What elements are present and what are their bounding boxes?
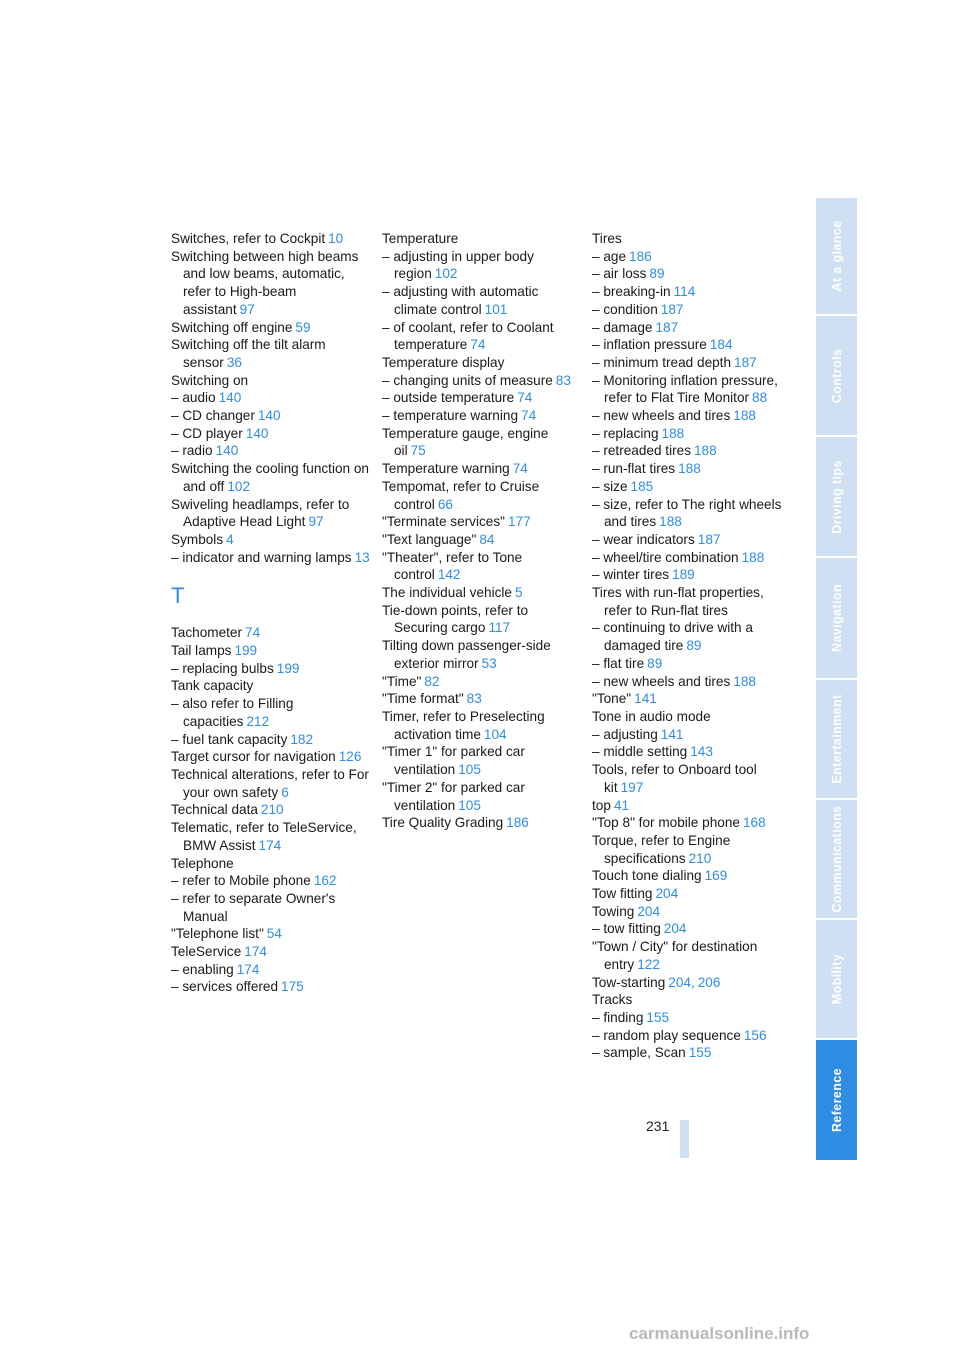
index-entry [382,531,582,549]
page-link[interactable]: 168 [742,815,766,831]
page-link[interactable]: 74 [521,408,537,424]
tab-label: At a glance [829,220,844,292]
page-link[interactable]: 5 [514,585,523,601]
index-entry [171,442,371,460]
index-term: "Time format" [382,691,464,707]
index-term: – damage [592,319,653,335]
page-link[interactable]: 105 [458,762,481,778]
index-term: top [592,797,611,813]
index-term: Tracks [592,992,633,1008]
page-link[interactable]: 210 [688,850,712,866]
index-entry [592,708,792,726]
index-term: – tow fitting [592,921,661,937]
index-entry [592,301,792,319]
page-link[interactable]: 105 [458,797,481,813]
index-entry [171,872,371,890]
index-entry [382,779,582,814]
index-term: Touch tone dialing [592,868,702,884]
index-entry [592,1009,792,1027]
index-term: – fuel tank capacity [171,731,288,747]
page-link[interactable]: 122 [637,956,660,972]
index-column-3 [592,230,792,1062]
page-link[interactable]: 204 [663,921,687,937]
page-link[interactable]: 117 [488,620,511,636]
index-term: Tow fitting [592,886,653,902]
index-entry [382,407,582,425]
index-entry [171,319,371,337]
index-term: – audio [171,390,216,406]
index-term: "Terminate services" [382,514,505,530]
page-number: 231 [646,1118,670,1134]
page-link[interactable]: 187 [655,319,679,335]
index-entry [592,832,792,867]
page-link[interactable]: 89 [686,638,702,654]
index-entry [382,283,582,318]
index-term: – air loss [592,266,647,282]
page-link[interactable]: 188 [694,443,717,459]
index-entry [171,407,371,425]
page-link[interactable]: 104 [483,726,507,742]
index-entry [382,637,582,672]
index-term: – random play sequence [592,1027,741,1043]
page-link[interactable]: 83 [555,372,571,388]
tab-label: Entertainment [829,694,844,784]
page-link[interactable]: 140 [215,443,239,459]
index-entry [171,336,371,371]
index-entry [382,814,582,832]
index-term: – enabling [171,961,234,977]
index-entry [382,690,582,708]
page-link[interactable]: 210 [260,802,284,818]
index-term: Tires with run-flat properties, refer to Run-flat tires [592,585,764,618]
index-term: – middle setting [592,744,688,760]
page-link[interactable]: 97 [239,301,255,317]
index-entry [592,230,792,248]
index-entry [592,938,792,973]
tab-mobility[interactable] [816,920,857,1038]
index-entry [592,265,792,283]
index-term: Symbols [171,531,224,547]
index-entry [382,602,582,637]
index-entry [171,389,371,407]
index-entry [382,354,582,372]
index-term: Switching on [171,372,249,388]
index-term: – wear indicators [592,531,695,547]
index-term: Tempomat, refer to Cruise control [382,478,540,512]
index-entry [592,885,792,903]
page-link[interactable]: 188 [661,425,685,441]
page-link[interactable]: 102 [227,478,251,494]
index-entry [382,248,582,283]
page-link[interactable]: 174 [244,944,267,960]
index-term: – changing units of measure [382,372,553,388]
page-link[interactable]: 140 [245,425,269,441]
index-group-s [171,230,371,566]
index-entry [592,673,792,691]
index-term: – Monitoring inflation pressure, refer to Flat Tire Monitor [592,372,778,406]
index-term: – size [592,478,628,494]
index-entry [171,801,371,819]
index-entry [592,425,792,443]
page-link[interactable]: 102 [434,266,458,282]
page-link[interactable]: 143 [690,744,713,760]
index-term: – condition [592,301,658,317]
index-term: Tank capacity [171,678,254,694]
index-entry [592,407,792,425]
index-term: – size, refer to The right wheels and tires [592,496,782,530]
index-term: – new wheels and tires [592,408,731,424]
index-entry [171,372,371,390]
index-entry [171,642,371,660]
page-link[interactable]: 114 [673,284,696,300]
index-entry [382,372,582,390]
tab-label: Driving tips [829,459,844,534]
index-term: The individual vehicle [382,585,512,601]
page-link[interactable]: 142 [437,567,461,583]
page-link[interactable]: 140 [257,408,281,424]
index-entry [592,991,792,1009]
page-link[interactable]: 74 [512,461,528,477]
index-term: – adjusting [592,726,658,742]
page-link[interactable]: 204 [655,886,679,902]
index-term: – flat tire [592,655,645,671]
page-link[interactable]: 197 [620,779,644,795]
index-term: – breaking-in [592,284,671,300]
index-term: – radio [171,443,213,459]
index-entry [592,496,792,531]
page-link[interactable]: 156 [743,1027,767,1043]
index-entry [171,943,371,961]
index-term: – wheel/tire combination [592,549,739,565]
page-link[interactable]: 83 [466,691,482,707]
index-entry [592,478,792,496]
index-term: Telematic, refer to TeleService, BMW Assist [171,820,357,853]
index-term: Target cursor for navigation [171,749,336,765]
index-term: Torque, refer to Engine specifications [592,832,731,866]
index-entry [382,478,582,513]
tab-label: Mobility [829,953,844,1005]
index-entry [592,867,792,885]
page-link[interactable]: 186 [506,815,529,831]
page-link[interactable]: 177 [507,514,531,530]
page-link[interactable]: 88 [752,390,768,406]
page-link[interactable]: 155 [646,1009,670,1025]
index-term: Switching between high beams and low beams, automatic, refer to High-beam assistant [171,248,359,317]
index-term: "Theater", refer to Tone control [382,549,523,583]
index-entry [171,731,371,749]
tab-label: Controls [829,348,844,403]
index-entry [592,283,792,301]
watermark: carmanualsonline.info [629,1324,810,1343]
page-link[interactable]: 54 [266,926,282,942]
index-entry [592,248,792,266]
index-term: Switches, refer to Cockpit [171,231,326,246]
index-term: – of coolant, refer to Coolant temperature [382,319,554,353]
index-group-temperature [382,230,582,832]
index-column-1 [171,230,371,996]
index-term: Temperature display [382,354,505,370]
tab-driving-tips[interactable] [816,437,857,556]
page-link[interactable]: 141 [660,726,684,742]
index-term: – refer to Mobile phone [171,873,311,889]
index-term: – CD changer [171,408,255,424]
index-entry [592,319,792,337]
page-link[interactable]: 188 [678,461,701,477]
index-entry [592,1027,792,1045]
page-link[interactable]: 10 [328,231,344,246]
tab-controls[interactable] [816,316,857,435]
index-entry [592,460,792,478]
index-entry [592,584,792,619]
page-link[interactable]: 188 [733,673,756,689]
page-link[interactable]: 66 [437,496,453,512]
index-term: – minimum tread depth [592,354,732,370]
index-term: Tires [592,231,622,246]
index-term: – sample, Scan [592,1045,686,1061]
page-link[interactable]: 75 [410,443,426,459]
page-link[interactable]: 206 [697,974,721,990]
index-term: – temperature warning [382,408,519,424]
index-entry [592,974,792,992]
index-entry [382,319,582,354]
page-link[interactable]: 169 [704,868,728,884]
page-link[interactable]: 4 [226,531,234,547]
index-term: Temperature gauge, engine oil [382,425,549,459]
page-link[interactable]: 36 [226,354,242,370]
page-link[interactable]: 155 [688,1045,712,1061]
page-number-bar [680,1120,689,1158]
index-term: "Text language" [382,531,477,547]
index-entry [382,673,582,691]
index-group-t [171,624,371,996]
index-term: Tilting down passenger-side exterior mirror [382,638,551,671]
page-link[interactable]: 184 [709,337,733,353]
index-entry [592,442,792,460]
index-term: – outside temperature [382,390,515,406]
index-entry [592,690,792,708]
index-term: Tachometer [171,625,243,641]
index-entry [592,566,792,584]
index-term: Tail lamps [171,643,232,659]
index-entry [171,855,371,873]
index-entry [171,925,371,943]
tab-label: Communications [829,805,844,913]
index-entry [592,354,792,372]
page-link[interactable]: 97 [308,514,324,530]
index-entry [171,766,371,801]
page-link[interactable]: 89 [649,266,665,282]
tab-navigation[interactable] [816,558,857,678]
index-term: – continuing to drive with a damaged tire [592,620,753,654]
index-entry [382,230,582,248]
page-link[interactable]: 199 [234,643,258,659]
index-entry [592,920,792,938]
index-term: – age [592,248,627,264]
index-term: Towing [592,903,635,919]
page-link[interactable]: 182 [290,731,314,747]
page-link[interactable]: 187 [697,531,721,547]
index-entry [171,230,371,248]
page-link[interactable]: 6 [281,784,289,800]
tab-label: Reference [829,1067,844,1133]
page-link[interactable]: 204 [668,974,691,990]
index-term: – replacing bulbs [171,660,274,676]
index-term: – CD player [171,425,243,441]
index-entry [171,695,371,730]
index-entry [382,460,582,478]
index-term: – inflation pressure [592,337,707,353]
page-link[interactable]: 199 [276,660,300,676]
page-link[interactable]: 187 [734,354,757,370]
page-link[interactable]: 82 [424,673,440,689]
index-entry [171,624,371,642]
index-entry [592,814,792,832]
index-term: "Top 8" for mobile phone [592,815,740,831]
index-entry [171,660,371,678]
page-link[interactable]: 74 [517,390,533,406]
page-link[interactable]: 188 [733,408,756,424]
index-term: Swiveling headlamps, refer to Adaptive Head Light [171,496,350,530]
chapter-tabs [816,198,857,1160]
index-term: Switching off the tilt alarm sensor [171,337,326,370]
index-term: Timer, refer to Preselecting activation time [382,708,545,742]
index-entry [592,549,792,567]
page-link[interactable]: 141 [634,691,657,707]
index-entry [171,549,371,567]
page-link[interactable]: 162 [313,873,337,889]
index-term: TeleService [171,944,242,960]
index-entry [171,819,371,854]
index-entry [382,708,582,743]
index-entry [592,903,792,921]
index-entry [382,743,582,778]
page-link[interactable]: 185 [630,478,654,494]
index-column-2 [382,230,582,832]
index-term: Technical alterations, refer to For your own safety [171,766,369,800]
page-link[interactable]: 188 [659,514,682,530]
index-term: "Tone" [592,691,632,707]
index-term: "Town / City" for destination entry [592,939,758,972]
index-entry [592,372,792,407]
index-entry [592,1044,792,1062]
index-term: – finding [592,1009,644,1025]
tab-label: Navigation [829,584,844,652]
index-term: Technical data [171,802,258,818]
index-term: – also refer to Filling capacities [171,696,294,729]
index-entry [171,496,371,531]
page-link[interactable]: 175 [281,979,304,995]
tab-at-a-glance[interactable] [816,198,857,314]
index-entry [592,336,792,354]
page-link[interactable]: 212 [246,713,270,729]
index-term: – services offered [171,979,279,995]
page-link[interactable]: 187 [660,301,684,317]
index-entry [592,531,792,549]
page-link[interactable]: 53 [481,655,497,671]
index-entry [171,677,371,695]
index-entry [171,248,371,319]
page-link[interactable]: 41 [613,797,630,813]
tab-reference[interactable] [816,1040,857,1160]
index-term: Tie-down points, refer to Securing cargo [382,602,529,636]
index-entry [382,389,582,407]
index-term: Tone in audio mode [592,708,711,724]
page-separator: , [690,974,695,990]
index-entry [171,961,371,979]
page-link[interactable]: 174 [236,961,260,977]
index-term: Temperature [382,231,459,246]
index-entry [592,743,792,761]
index-entry [382,584,582,602]
index-term: – retreaded tires [592,443,691,459]
index-term: – replacing [592,425,659,441]
page-link[interactable]: 204 [637,903,661,919]
page-link[interactable]: 126 [338,749,362,765]
section-letter: T [171,583,185,609]
index-entry [171,460,371,495]
index-term: Tools, refer to Onboard tool kit [592,762,757,795]
index-term: "Timer 1" for parked car ventilation [382,744,525,778]
index-entry [171,748,371,766]
index-term: Telephone [171,855,234,871]
page-link[interactable]: 89 [647,655,663,671]
index-term: "Timer 2" for parked car ventilation [382,779,525,813]
index-entry [382,513,582,531]
tab-communications[interactable] [816,800,857,918]
index-entry [592,655,792,673]
page-link[interactable]: 189 [672,567,695,583]
index-term: Switching the cooling function on and off [171,461,369,494]
index-term: Switching off engine [171,319,293,335]
page-link[interactable]: 13 [354,549,370,565]
index-entry [171,890,371,925]
page-link[interactable]: 188 [741,549,765,565]
index-term: Tow-starting [592,974,666,990]
index-term: – adjusting in upper body region [382,248,534,282]
index-term: – run-flat tires [592,461,676,477]
page-link[interactable]: 186 [629,248,652,264]
index-entry [592,726,792,744]
page-link[interactable]: 101 [484,301,508,317]
index-entry [171,978,371,996]
index-entry [382,425,582,460]
index-entry [382,549,582,584]
index-term: – indicator and warning lamps [171,549,352,565]
index-entry [171,425,371,443]
index-entry [592,619,792,654]
tab-entertainment[interactable] [816,680,857,798]
page-link[interactable]: 74 [245,625,261,641]
page-link[interactable]: 84 [479,531,495,547]
index-term: – winter tires [592,567,670,583]
page-link[interactable]: 59 [295,319,311,335]
index-term: – adjusting with automatic climate control [382,284,539,317]
index-entry [171,531,371,549]
index-entry [592,797,792,815]
index-term: "Time" [382,673,422,689]
page-link[interactable]: 74 [470,337,486,353]
index-term: Temperature warning [382,461,510,477]
index-term: "Telephone list" [171,926,264,942]
index-term: Tire Quality Grading [382,815,504,831]
index-term: – new wheels and tires [592,673,731,689]
index-term: – refer to separate Owner's Manual [171,890,336,924]
page-link[interactable]: 174 [258,837,282,853]
index-group-tires [592,230,792,1062]
page-link[interactable]: 140 [218,390,242,406]
index-entry [592,761,792,796]
